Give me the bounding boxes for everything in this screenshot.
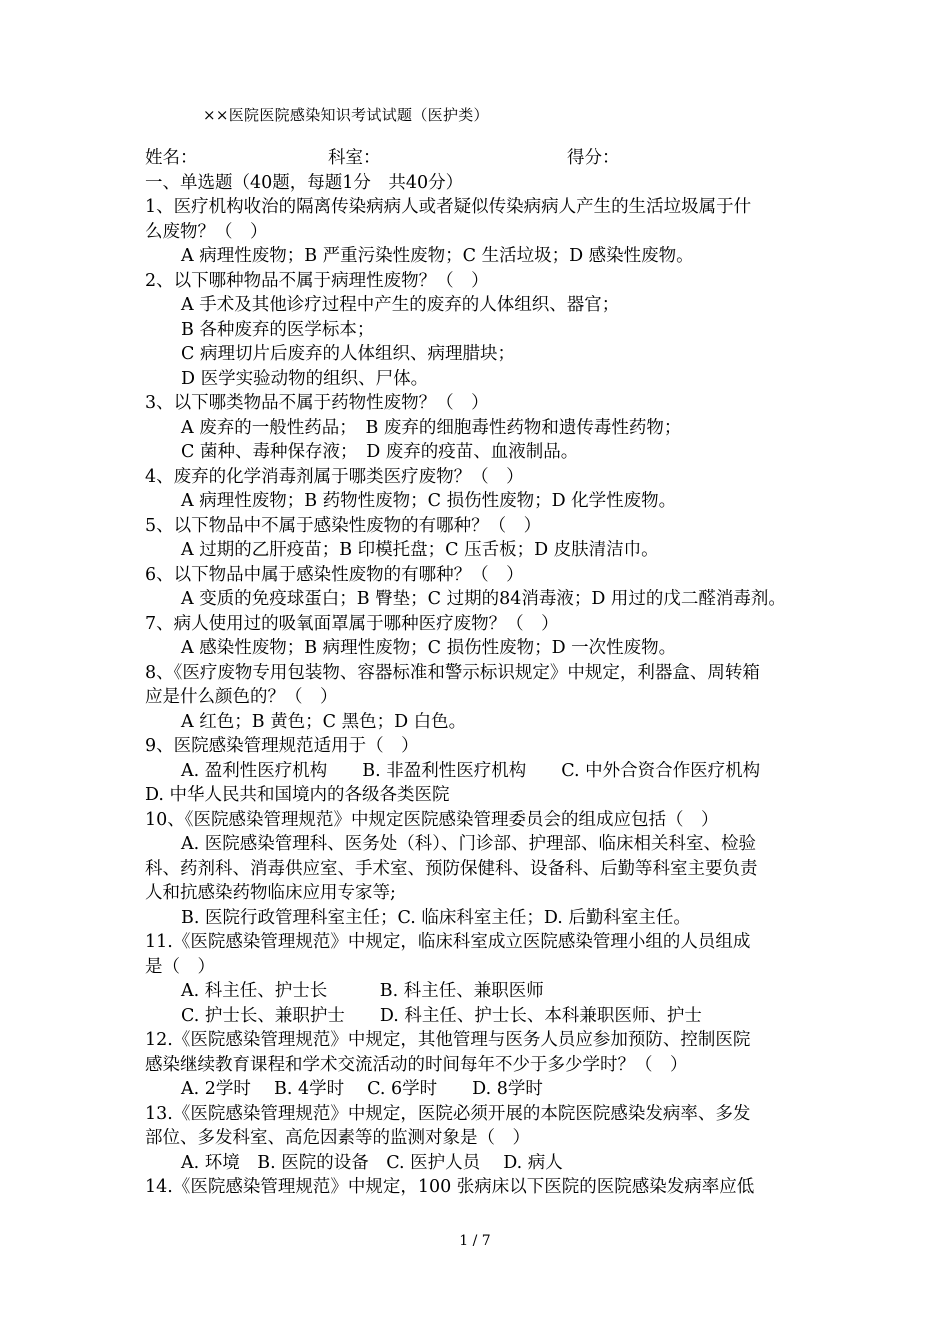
- question-line: A 过期的乙肝疫苗；B 印模托盘；C 压舌板；D 皮肤清洁巾。: [181, 540, 659, 560]
- question-line: D 医学实验动物的组织、尸体。: [181, 368, 429, 389]
- question-line: 部位、多发科室、高危因素等的监测对象是（ ）: [145, 1128, 530, 1148]
- question-line: A. 盈利性医疗机构 B. 非盈利性医疗机构 C. 中外合资合作医疗机构: [181, 760, 761, 781]
- question-line: 应是什么颜色的？（ ）: [145, 687, 338, 707]
- question-line: 13.《医院感染管理规范》中规定，医院必须开展的本院医院感染发病率、多发: [145, 1103, 751, 1124]
- question-line: A 红色；B 黄色；C 黑色；D 白色。: [181, 711, 467, 732]
- question-line: 7、病人使用过的吸氧面罩属于哪种医疗废物？（ ）: [145, 613, 559, 634]
- question-line: 5、以下物品中不属于感染性废物的有哪种？（ ）: [145, 515, 542, 536]
- question-line: 6、以下物品中属于感染性废物的有哪种？（ ）: [145, 564, 524, 585]
- question-line: A. 2学时 B. 4学时 C. 6学时 D. 8学时: [181, 1079, 543, 1099]
- question-line: A 变质的免疫球蛋白；B 臀垫；C 过期的84消毒液；D 用过的戊二醛消毒剂。: [181, 589, 786, 609]
- question-line: B 各种废弃的医学标本；: [181, 319, 375, 340]
- question-line: C 菌种、毒种保存液； D 废弃的疫苗、血液制品。: [181, 442, 579, 462]
- question-line: 感染继续教育课程和学术交流活动的时间每年不少于多少学时？（ ）: [145, 1054, 688, 1075]
- question-line: C. 护士长、兼职护士 D. 科主任、护士长、本科兼职医师、护士: [181, 1005, 702, 1026]
- question-line: 14.《医院感染管理规范》中规定，100 张病床以下医院的医院感染发病率应低: [145, 1177, 755, 1197]
- exam-header: [145, 146, 815, 171]
- question-line: A 病理性废物；B 药物性废物；C 损伤性废物；D 化学性废物。: [181, 491, 677, 511]
- question-line: A 手术及其他诊疗过程中产生的废弃的人体组织、器官；: [181, 295, 620, 315]
- question-line: 10、《医院感染管理规范》中规定医院感染管理委员会的组成应包括（ ）: [145, 809, 719, 830]
- question-line: A 病理性废物；B 严重污染性废物；C 生活垃圾；D 感染性废物。: [181, 246, 694, 266]
- question-line: A 废弃的一般性药品； B 废弃的细胞毒性药物和遗传毒性药物；: [181, 417, 682, 438]
- page-number: 1 / 7: [459, 1233, 491, 1249]
- question-line: D. 中华人民共和国境内的各级各类医院: [145, 785, 450, 805]
- section-heading: 一、单选题（40题，每题1分 共40分）: [145, 172, 464, 193]
- question-line: 科、药剂科、消毒供应室、手术室、预防保健科、设备科、后勤等科室主要负责: [145, 858, 758, 879]
- question-line: 9、医院感染管理规范适用于（ ）: [145, 736, 419, 756]
- score-field-label: 得分：: [567, 148, 620, 168]
- question-line: 么废物？（ ）: [145, 221, 268, 242]
- question-line: A. 科主任、护士长 B. 科主任、兼职医师: [181, 981, 544, 1001]
- question-line: 1、医疗机构收治的隔离传染病病人或者疑似传染病病人产生的生活垃圾属于什: [145, 197, 752, 217]
- question-line: 3、以下哪类物品不属于药物性废物？（ ）: [145, 393, 489, 413]
- question-line: 8、《医疗废物专用包装物、容器标准和警示标识规定》中规定，利器盒、周转箱: [145, 662, 760, 683]
- document-title: ××医院医院感染知识考试试题（医护类）: [203, 106, 489, 124]
- question-line: 4、废弃的化学消毒剂属于哪类医疗废物？（ ）: [145, 466, 524, 487]
- name-field-label: 姓名：: [145, 148, 198, 168]
- question-line: 人和抗感染药物临床应用专家等;: [145, 883, 396, 903]
- question-line: 是（ ）: [145, 956, 215, 977]
- question-line: B. 医院行政管理科室主任；C. 临床科室主任；D. 后勤科室主任。: [181, 907, 691, 928]
- question-line: 12.《医院感染管理规范》中规定，其他管理与医务人员应参加预防、控制医院: [145, 1030, 751, 1050]
- question-line: C 病理切片后废弃的人体组织、病理腊块；: [181, 344, 515, 364]
- dept-field-label: 科室：: [328, 148, 381, 168]
- exam-body: [145, 146, 815, 1200]
- question-line: A 感染性废物；B 病理性废物；C 损伤性废物；D 一次性废物。: [181, 638, 677, 658]
- question-line: 2、以下哪种物品不属于病理性废物？（ ）: [145, 270, 489, 291]
- question-line: A. 医院感染管理科、医务处（科）、门诊部、护理部、临床相关科室、检验: [181, 834, 757, 854]
- question-line: A. 环境 B. 医院的设备 C. 医护人员 D. 病人: [181, 1152, 563, 1173]
- question-line: 11.《医院感染管理规范》中规定，临床科室成立医院感染管理小组的人员组成: [145, 932, 751, 952]
